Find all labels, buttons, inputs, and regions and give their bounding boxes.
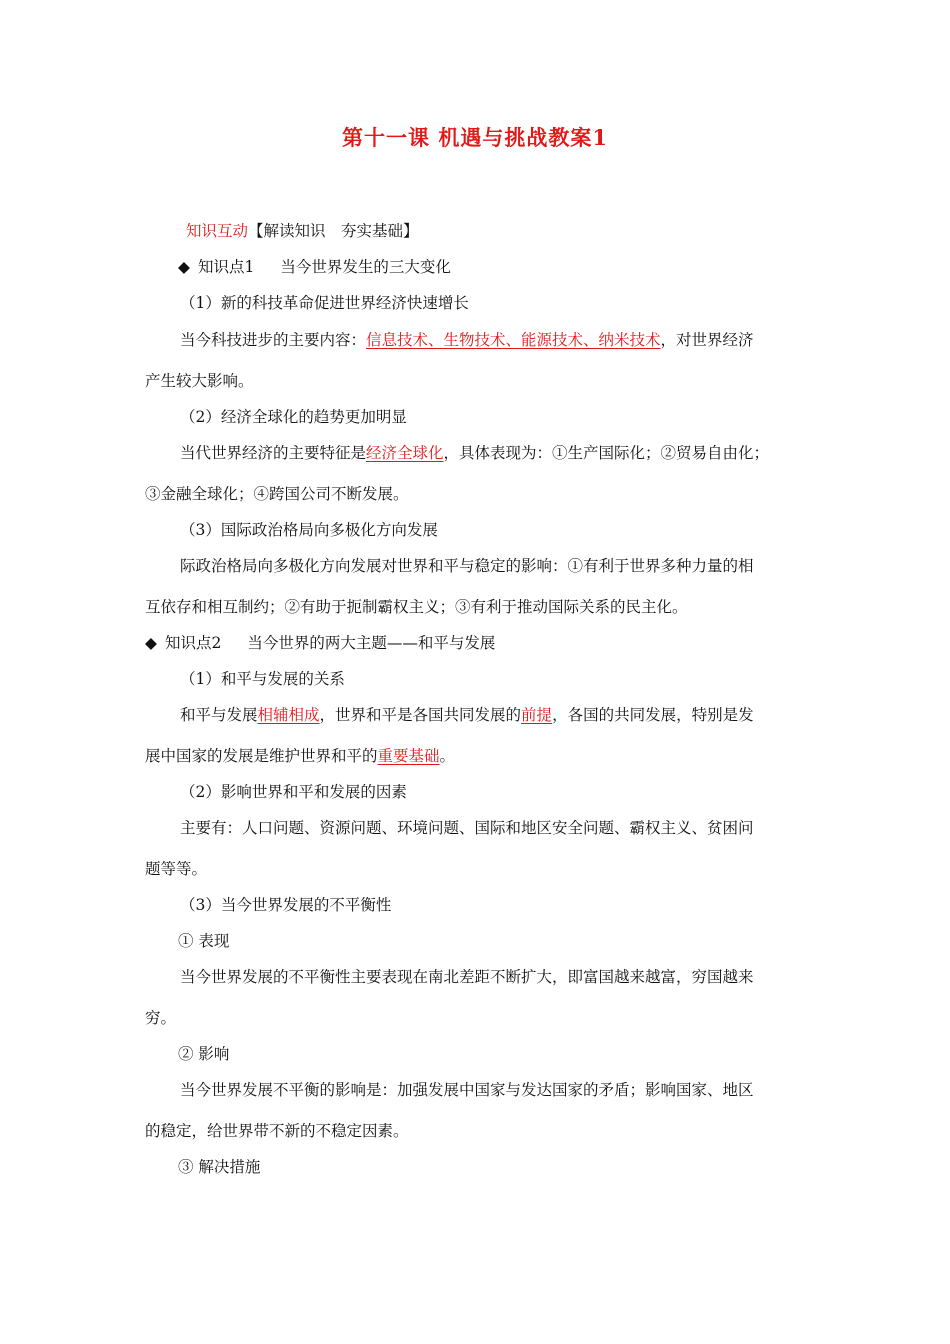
kp1-subheading-1: （1）新的科技革命促进世界经济快速增长 bbox=[180, 294, 469, 312]
kp1-paragraph-2-line-2: ③金融全球化；④跨国公司不断发展。 bbox=[145, 485, 409, 503]
kp2-p1-term-2: 前提 bbox=[521, 706, 553, 724]
kp1-p2-lead: 当代世界经济的主要特征是 bbox=[180, 444, 367, 462]
kp2-item-1-paragraph: 当今世界发展的不平衡性主要表现在南北差距不断扩大，即富国越来越富，穷国越来 bbox=[180, 968, 754, 986]
kp2-item-3-heading: ③ 解决措施 bbox=[178, 1158, 261, 1176]
section-bracket: 【解读知识 夯实基础】 bbox=[248, 222, 419, 240]
kp2-subheading-2: （2）影响世界和平和发展的因素 bbox=[180, 783, 407, 801]
kp2-p1-a: 和平与发展 bbox=[180, 706, 258, 724]
kp1-paragraph-1 bbox=[180, 329, 754, 351]
diamond-bullet-icon: ◆ bbox=[145, 634, 157, 652]
kp2-paragraph-1 bbox=[180, 704, 754, 726]
kp1-p1-lead: 当今科技进步的主要内容： bbox=[180, 331, 367, 349]
kp1-title: 当今世界发生的三大变化 bbox=[280, 258, 451, 276]
kp2-item-2-paragraph-line-2: 的稳定，给世界带不新的不稳定因素。 bbox=[145, 1122, 409, 1140]
kp1-label: 知识点1 bbox=[198, 258, 255, 276]
kp2-p1-b: ，世界和平是各国共同发展的 bbox=[319, 706, 522, 724]
kp1-paragraph-2 bbox=[180, 442, 769, 464]
kp1-p2-term: 经济全球化 bbox=[366, 444, 444, 462]
kp2-label: 知识点2 bbox=[165, 634, 222, 652]
kp2-p1-e: 。 bbox=[439, 747, 456, 765]
kp2-subheading-1: （1）和平与发展的关系 bbox=[180, 670, 345, 688]
kp2-title: 当今世界的两大主题——和平与发展 bbox=[247, 634, 496, 652]
kp2-p1-d: 展中国家的发展是维护世界和平的 bbox=[145, 747, 378, 765]
diamond-bullet-icon: ◆ bbox=[178, 258, 190, 276]
knowledge-point-2-heading bbox=[145, 632, 495, 654]
kp2-item-2-heading: ② 影响 bbox=[178, 1045, 230, 1063]
kp2-item-1-heading: ① 表现 bbox=[178, 932, 230, 950]
kp2-p1-term-1: 相辅相成 bbox=[257, 706, 320, 724]
kp2-p1-c: ，各国的共同发展，特别是发 bbox=[552, 706, 754, 724]
kp2-paragraph-2-line-2: 题等等。 bbox=[145, 860, 208, 878]
kp2-subheading-3: （3）当今世界发展的不平衡性 bbox=[180, 896, 392, 914]
section-heading bbox=[186, 220, 419, 242]
knowledge-point-1-heading bbox=[178, 256, 451, 278]
kp2-item-2-paragraph: 当今世界发展不平衡的影响是：加强发展中国家与发达国家的矛盾；影响国家、地区 bbox=[180, 1081, 754, 1099]
kp1-paragraph-3-line-2: 互依存和相互制约；②有助于扼制霸权主义；③有利于推动国际关系的民主化。 bbox=[145, 598, 688, 616]
kp1-paragraph-1-line-2: 产生较大影响。 bbox=[145, 372, 254, 390]
page-title: 第十一课 机遇与挑战教案1 bbox=[342, 125, 608, 150]
kp1-subheading-2: （2）经济全球化的趋势更加明显 bbox=[180, 408, 407, 426]
kp1-p2-tail: ，具体表现为：①生产国际化；②贸易自由化； bbox=[443, 444, 770, 462]
kp2-paragraph-2: 主要有：人口问题、资源问题、环境问题、国际和地区安全问题、霸权主义、贫困问 bbox=[180, 819, 754, 837]
section-label: 知识互动 bbox=[186, 222, 249, 240]
kp2-item-1-paragraph-line-2: 穷。 bbox=[145, 1009, 177, 1027]
kp1-p1-terms: 信息技术、生物技术、能源技术、纳米技术 bbox=[366, 331, 661, 349]
kp1-paragraph-3: 际政治格局向多极化方向发展对世界和平与稳定的影响：①有利于世界多种力量的相 bbox=[180, 557, 754, 575]
kp1-subheading-3: （3）国际政治格局向多极化方向发展 bbox=[180, 521, 438, 539]
kp2-paragraph-1-line-2 bbox=[145, 745, 455, 767]
kp1-p1-tail: ，对世界经济 bbox=[660, 331, 754, 349]
kp2-p1-term-3: 重要基础 bbox=[377, 747, 440, 765]
